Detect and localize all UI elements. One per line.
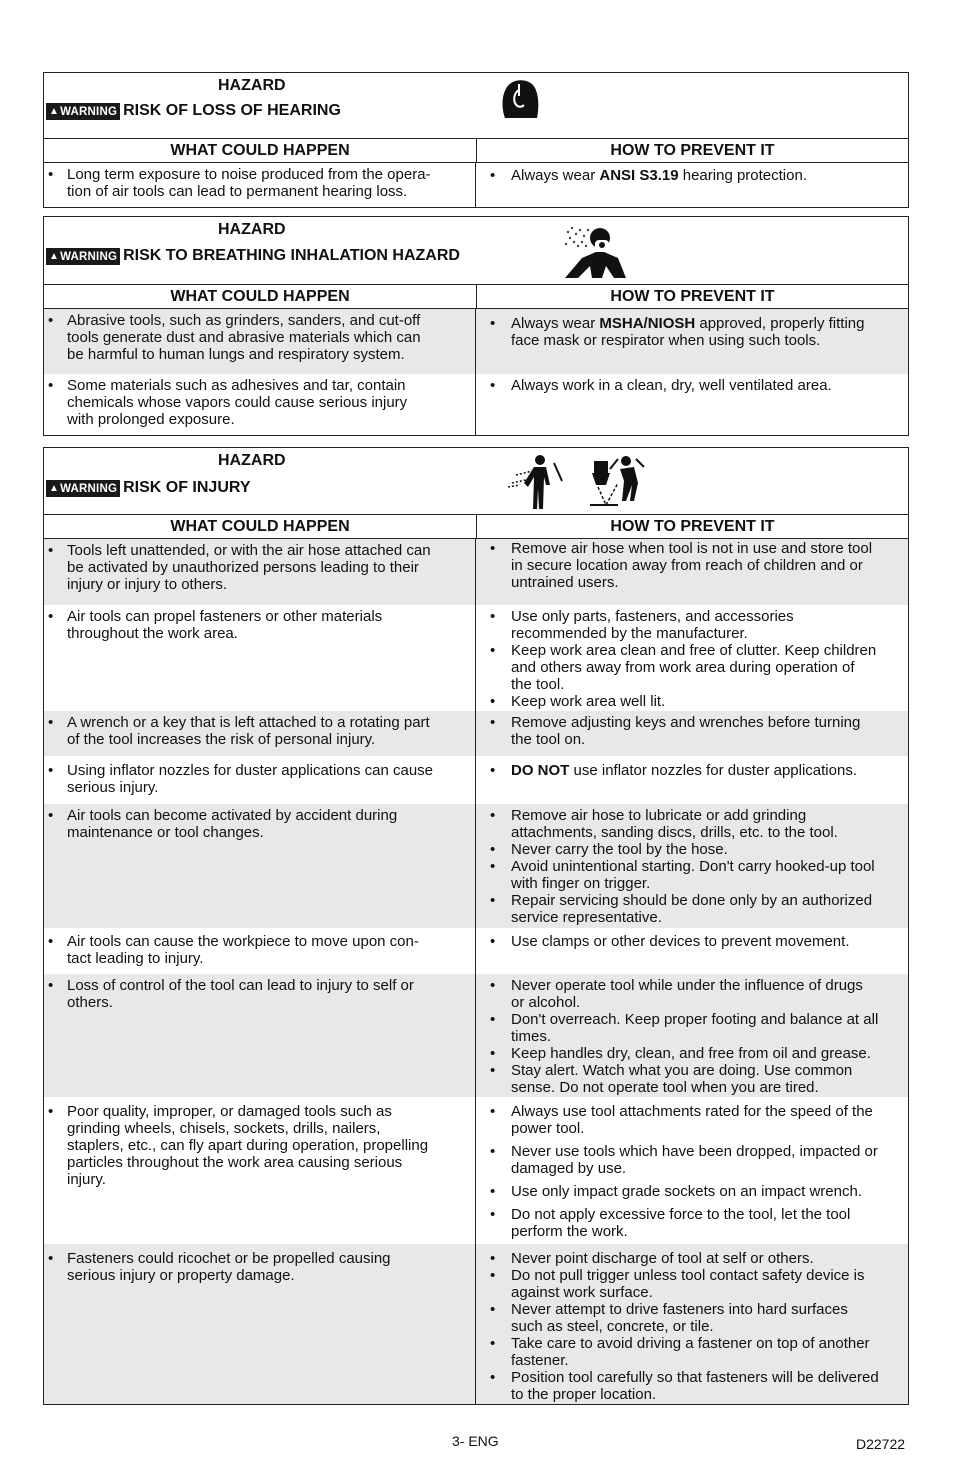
- injury-icon: [506, 453, 656, 511]
- table-row: • Long term exposure to noise produced from the opera- tion of air tools can lead to permanent hearing loss. • Always wear ANSI S3.19 hearing protection.: [44, 163, 908, 207]
- col-what-could-happen: WHAT COULD HAPPEN: [44, 515, 477, 538]
- warning-badge: ▲ WARNING: [46, 103, 120, 120]
- hazard-title: HAZARD: [218, 77, 286, 94]
- table-row: • Fasteners could ricochet or be propelled causing serious injury or property damage. • Never point discharge of tool at self or others. • Do not pull trigger unless tool contact safety device is against work surface. • Never attempt to drive fasteners into hard surfaces such as steel, concrete, or tile. • Take care to avoid driving a fastener on top of another fastener. • Position tool carefully so that fasteners will be delivered to the proper location.: [44, 1244, 908, 1404]
- hazard-box-hearing: [43, 72, 909, 208]
- col-what-could-happen: WHAT COULD HAPPEN: [44, 139, 477, 162]
- table-row: • Tools left unattended, or with the air hose attached can be activated by unauthorized persons leading to their injury or injury to others. • Remove air hose when tool is not in use and store tool in secure location away from reach of children and or untrained users.: [44, 539, 908, 605]
- hazard-risk-title: RISK OF LOSS OF HEARING: [123, 102, 341, 119]
- hazard-line: [46, 479, 251, 497]
- hazard-risk-title: RISK OF INJURY: [123, 479, 251, 496]
- hazard-line: [46, 102, 341, 120]
- column-headers: [44, 285, 908, 309]
- page-number: 3- ENG: [452, 1433, 499, 1449]
- table-row: • Air tools can become activated by accident during maintenance or tool changes. • Remove air hose to lubricate or add grinding attachments, sanding discs, drills, etc. to the tool. • Never carry the tool by the hose. • Avoid unintentional starting. Don't carry hooked-up tool with finger on trigger. • Repair servicing should be done only by an authorized service representative.: [44, 804, 908, 928]
- hazard-header: [44, 73, 908, 139]
- warning-badge: ▲ WARNING: [46, 480, 120, 497]
- hazard-title: HAZARD: [218, 221, 286, 238]
- table-row: • Using inflator nozzles for duster applications can cause serious injury. • DO NOT use inflator nozzles for duster applications.: [44, 756, 908, 804]
- table-row: • Poor quality, improper, or damaged tools such as grinding wheels, chisels, sockets, drills, nailers, staplers, etc., can fly apart during operation, propelling particles throughout the work area causing serious injury. • Always use tool attachments rated for the speed of the power tool. • Never use tools which have been dropped, impacted or damaged by use. • Use only impact grade sockets on an impact wrench. • Do not apply excessive force to the tool, let the tool perform the work.: [44, 1097, 908, 1244]
- hazard-box-injury: [43, 447, 909, 1405]
- warning-triangle-icon: ▲: [49, 482, 60, 494]
- warning-triangle-icon: ▲: [49, 250, 60, 262]
- table-row: • Air tools can cause the workpiece to move upon con- tact leading to injury. • Use clamps or other devices to prevent movement.: [44, 928, 908, 974]
- table-row: • Loss of control of the tool can lead to injury to self or others. • Never operate tool while under the influence of drugs or alcohol. • Don't overreach. Keep proper footing and balance at all times. • Keep handles dry, clean, and free from oil and grease. • Stay alert. Watch what you are doing. Use common sense. Do not operate tool when you are tired.: [44, 974, 908, 1097]
- hazard-line: [46, 247, 460, 265]
- hazard-header: [44, 217, 908, 285]
- hazard-title: HAZARD: [218, 452, 286, 469]
- table-row: • A wrench or a key that is left attached to a rotating part of the tool increases the risk of personal injury. • Remove adjusting keys and wrenches before turning the tool on.: [44, 711, 908, 756]
- col-what-could-happen: WHAT COULD HAPPEN: [44, 285, 477, 308]
- col-how-to-prevent: HOW TO PREVENT IT: [610, 287, 775, 305]
- hazard-box-breathing: [43, 216, 909, 436]
- table-row: • Some materials such as adhesives and tar, contain chemicals whose vapors could cause serious injury with prolonged exposure. • Always work in a clean, dry, well ventilated area.: [44, 374, 908, 435]
- hazard-header: [44, 448, 908, 515]
- ear-protection-icon: [499, 78, 541, 122]
- respirator-icon: [562, 222, 628, 280]
- document-code: D22722: [856, 1436, 906, 1452]
- hazard-risk-title: RISK TO BREATHING INHALATION HAZARD: [123, 247, 460, 264]
- col-how-to-prevent: HOW TO PREVENT IT: [610, 517, 775, 535]
- warning-badge: ▲ WARNING: [46, 248, 120, 265]
- col-how-to-prevent: HOW TO PREVENT IT: [610, 141, 775, 159]
- column-headers: [44, 515, 908, 539]
- table-row: • Air tools can propel fasteners or other materials throughout the work area. • Use only parts, fasteners, and accessories recommended by the manufacturer. • Keep work area clean and free of clutter. Keep children and others away from work area during operation of the tool. • Keep work area well lit.: [44, 605, 908, 711]
- column-headers: [44, 139, 908, 163]
- table-row: • Abrasive tools, such as grinders, sanders, and cut-off tools generate dust and abrasive materials which can be harmful to human lungs and respiratory system. • Always wear MSHA/NIOSH approved, properly fitting face mask or respirator when using such tools.: [44, 309, 908, 374]
- warning-triangle-icon: ▲: [49, 105, 60, 117]
